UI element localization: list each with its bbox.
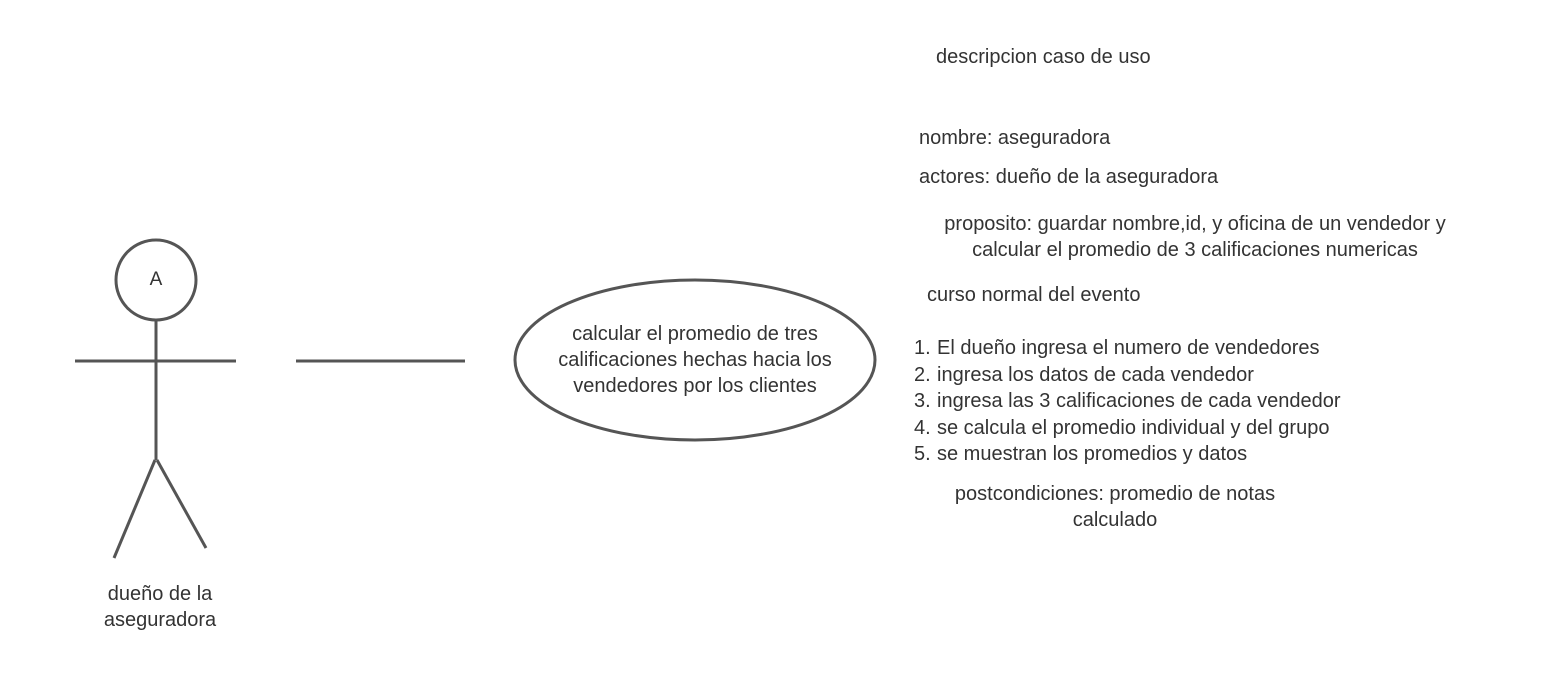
description-actors: actores: dueño de la aseguradora bbox=[919, 166, 1219, 188]
use-case-line1: calcular el promedio de tres bbox=[572, 323, 818, 345]
step-text: ingresa los datos de cada vendedor bbox=[937, 363, 1254, 386]
description-purpose bbox=[905, 211, 1485, 263]
description-purpose-line2: calcular el promedio de 3 calificaciones numericas bbox=[972, 239, 1418, 261]
use-case-line2: calificaciones hechas hacia los bbox=[558, 349, 832, 371]
description-purpose-line1: proposito: guardar nombre,id, y oficina de un vendedor y bbox=[944, 213, 1446, 235]
actor-head-letter: A bbox=[149, 269, 163, 290]
step-number: 2. bbox=[914, 363, 931, 386]
description-flow-heading: curso normal del evento bbox=[927, 284, 1141, 306]
actor-left-leg bbox=[114, 460, 155, 558]
description-post-line2: calculado bbox=[1072, 509, 1158, 531]
description-steps bbox=[914, 335, 1341, 468]
step-text: ingresa las 3 calificaciones de cada vendedor bbox=[937, 390, 1341, 412]
step-item bbox=[914, 441, 1341, 468]
step-number: 4. bbox=[914, 416, 931, 439]
description-heading: descripcion caso de uso bbox=[936, 46, 1151, 68]
actor-label bbox=[60, 581, 260, 633]
step-number: 5. bbox=[914, 443, 931, 465]
step-number: 1. bbox=[914, 337, 931, 359]
use-case-line3: vendedores por los clientes bbox=[573, 375, 817, 397]
use-case-label bbox=[515, 321, 875, 399]
step-number: 3. bbox=[914, 390, 931, 412]
description-name: nombre: aseguradora bbox=[919, 127, 1111, 149]
step-item bbox=[914, 335, 1341, 362]
step-item bbox=[914, 415, 1341, 442]
step-item bbox=[914, 388, 1341, 415]
description-postconditions bbox=[915, 481, 1315, 533]
actor-label-line1: dueño de la bbox=[107, 583, 213, 605]
step-text: El dueño ingresa el numero de vendedores bbox=[937, 337, 1320, 359]
description-post-line1: postcondiciones: promedio de notas bbox=[954, 483, 1276, 505]
step-item bbox=[914, 362, 1341, 389]
actor-label-line2: aseguradora bbox=[103, 609, 217, 631]
step-text: se calcula el promedio individual y del grupo bbox=[937, 416, 1330, 439]
actor-right-leg bbox=[157, 460, 206, 548]
step-text: se muestran los promedios y datos bbox=[937, 443, 1248, 465]
